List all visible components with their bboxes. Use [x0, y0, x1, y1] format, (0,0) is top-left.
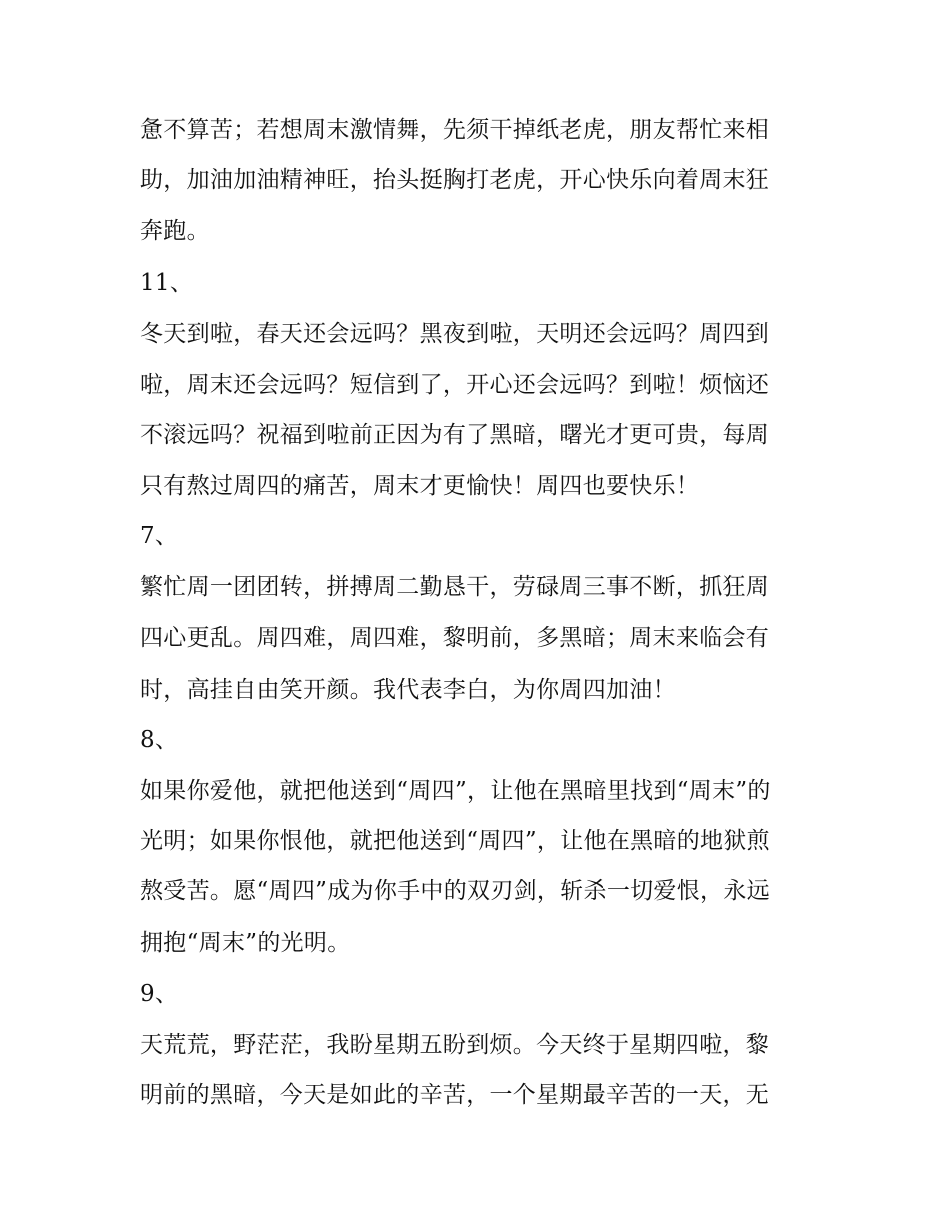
text-line: 冬天到啦，春天还会远吗？黑夜到啦，天明还会远吗？周四到 — [140, 321, 770, 347]
text-line: 光明；如果你恨他，就把他送到“周四”，让他在黑暗的地狱煎 — [140, 828, 770, 854]
text-line: 时，高挂自由笑开颜。我代表李白，为你周四加油！ — [140, 677, 676, 703]
text-line: 繁忙周一团团转，拼搏周二勤恳干，劳碌周三事不断，抓狂周 — [140, 574, 770, 600]
text-line: 惫不算苦；若想周末激情舞，先须干掉纸老虎，朋友帮忙来相 — [140, 117, 770, 143]
text-line: 不滚远吗？祝福到啦前正因为有了黑暗，曙光才更可贵，每周 — [140, 422, 770, 448]
text-line: 如果你爱他，就把他送到“周四”，让他在黑暗里找到“周末”的 — [140, 778, 771, 804]
section-number: 11、 — [140, 270, 194, 296]
text-line: 奔跑。 — [140, 218, 210, 244]
section-number: 7、 — [140, 523, 179, 549]
text-line: 只有熬过周四的痛苦，周末才更愉快！周四也要快乐！ — [140, 473, 700, 499]
text-line: 熬受苦。愿“周四”成为你手中的双刃剑，斩杀一切爱恨，永远 — [140, 878, 770, 904]
text-line: 天荒荒，野茫茫，我盼星期五盼到烦。今天终于星期四啦，黎 — [140, 1032, 770, 1058]
text-line: 明前的黑暗，今天是如此的辛苦，一个星期最辛苦的一天，无 — [140, 1082, 770, 1108]
text-line: 四心更乱。周四难，周四难，黎明前，多黑暗；周末来临会有 — [140, 625, 770, 651]
text-line: 啦，周末还会远吗？短信到了，开心还会远吗？到啦！烦恼还 — [140, 372, 770, 398]
text-line: 助，加油加油精神旺，抬头挺胸打老虎，开心快乐向着周末狂 — [140, 167, 770, 193]
section-number: 8、 — [140, 727, 179, 753]
section-number: 9、 — [140, 981, 179, 1007]
text-line: 拥抱“周末”的光明。 — [140, 930, 351, 956]
